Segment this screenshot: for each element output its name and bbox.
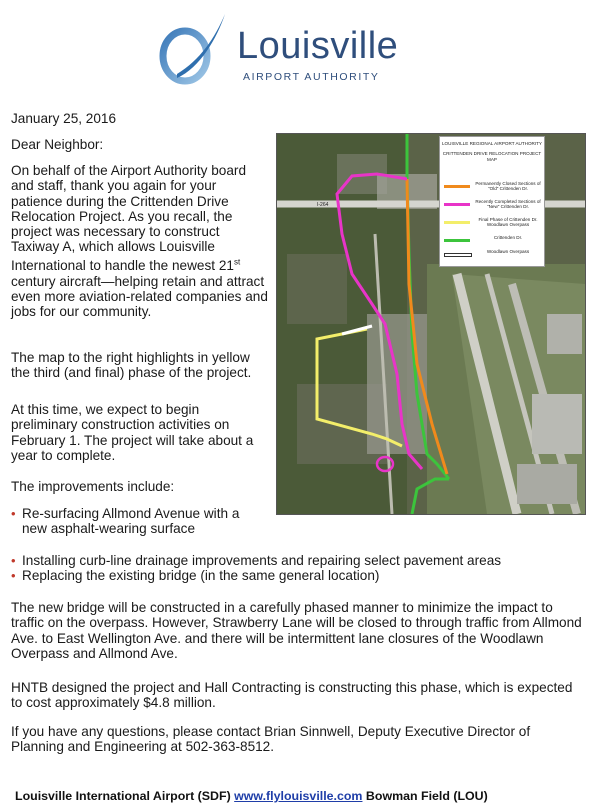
paragraph-cost: HNTB designed the project and Hall Contracting is constructing this phase, which is expected to cost approximately $4.8 million. <box>11 680 573 711</box>
legend-item: Final Phase of Crittenden Dr. Woodlawn Overpass <box>444 217 542 229</box>
footer-left: Louisville International Airport (SDF) <box>15 789 231 803</box>
footer <box>15 789 488 803</box>
legend-item: Crittenden Dr. <box>444 235 542 247</box>
paragraph-intro-text: On behalf of the Airport Authority board and staff, thank you again for your patience during the Crittenden Drive Relocation Project. As you recall, the project was necessary to construct Taxiway A, which allows Louisville International to handle the newest 21st century aircraft—helping retain and attract even more aviation-related companies and jobs for our community. <box>11 163 268 320</box>
paragraph-intro <box>11 163 269 320</box>
org-name: Louisville <box>237 25 399 67</box>
airport-authority-logo <box>155 8 445 88</box>
legend-item: Woodlawn Overpass <box>444 249 542 261</box>
improvements-intro: The improvements include: <box>11 479 175 494</box>
list-item: • Replacing the existing bridge (in the same general location) <box>11 567 380 583</box>
website-link[interactable]: www.flylouisville.com <box>234 789 363 803</box>
legend-item: Recently Completed Sections of "New" Crittenden Dr. <box>444 199 542 211</box>
salutation: Dear Neighbor: <box>11 137 104 152</box>
paragraph-contact: If you have any questions, please contact Brian Sinnwell, Deputy Executive Director of Planning and Engineering at 502-363-8512. <box>11 724 531 755</box>
improvements-list-short <box>11 507 251 536</box>
paragraph-schedule: At this time, we expect to begin preliminary construction activities on February 1. The project will take about a year to complete. <box>11 402 254 463</box>
road-label: I-264 <box>317 202 329 208</box>
list-item: • Installing curb-line drainage improvements and repairing select pavement areas <box>11 553 502 568</box>
legend-item: Permanently Closed Sections of "Old" Crittenden Dr. <box>444 181 542 193</box>
org-subtitle: AIRPORT AUTHORITY <box>243 71 380 83</box>
project-map <box>276 133 586 515</box>
list-item: • Re-surfacing Allmond Avenue with a new asphalt-wearing surface <box>11 506 240 536</box>
paragraph-map-note: The map to the right highlights in yellow the third (and final) phase of the project. <box>11 350 252 381</box>
map-legend <box>439 136 545 267</box>
improvements-list <box>11 554 586 583</box>
letter-date: January 25, 2016 <box>11 111 117 126</box>
paragraph-bridge: The new bridge will be constructed in a carefully phased manner to minimize the impact to traffic on the overpass. However, Strawberry Lane will be closed to through traffic from Allmond Ave. to East Wellington Ave. and there will be intermittent lane closures of the Woodlawn Overpass and Allmond Ave. <box>11 600 582 661</box>
legend-subtitle: CRITTENDEN DRIVE RELOCATION PROJECT MAP <box>442 151 542 162</box>
legend-title: LOUISVILLE REGIONAL AIRPORT AUTHORITY <box>442 141 542 146</box>
swoosh-logo-icon <box>155 8 235 88</box>
footer-right: Bowman Field (LOU) <box>365 789 488 803</box>
